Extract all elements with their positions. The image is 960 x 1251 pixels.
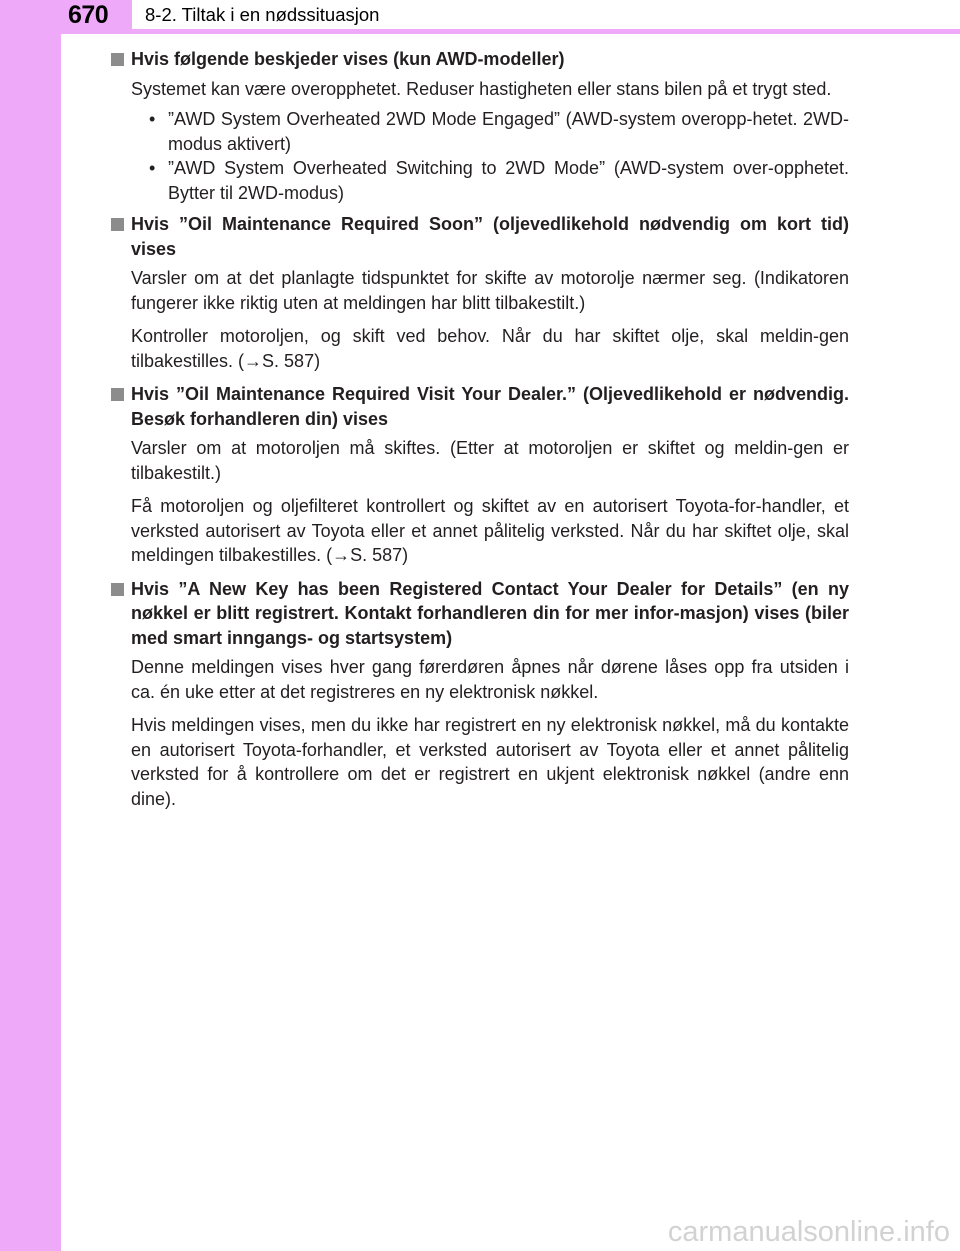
- square-bullet-icon: [111, 388, 124, 401]
- section-heading: [109, 212, 849, 261]
- top-color-band: [0, 0, 960, 34]
- body-paragraph: Kontroller motoroljen, og skift ved behov. Når du har skiftet olje, skal meldin-gen tilbakestilles. (→S. 587): [131, 326, 849, 371]
- body-paragraph: Hvis meldingen vises, men du ikke har registrert en ny elektronisk nøkkel, må du kontakte en autorisert Toyota-forhandler, et verksted autorisert av Toyota eller et annet pålitelig verksted for å kontrollere om det er registrert en ukjent elektronisk nøkkel (andre enn dine).: [131, 715, 849, 809]
- page-number: 670: [68, 1, 109, 29]
- section-new-key-registered: [109, 577, 849, 812]
- section-oil-maintenance-dealer: [109, 382, 849, 568]
- watermark: carmanualsonline.info: [667, 1216, 950, 1248]
- side-color-band: [0, 0, 61, 1251]
- square-bullet-icon: [111, 583, 124, 596]
- body-paragraph: Få motoroljen og oljefilteret kontrollert og skiftet av en autorisert Toyota-for-handler, et verksted autorisert av Toyota eller et annet pålitelig verksted. Når du har skiftet olje, skal meldingen tilbakestilles. (→S. 587): [131, 496, 849, 565]
- list-item: • ”AWD System Overheated 2WD Mode Engaged” (AWD-system overopp-hetet. 2WD-modus aktivert): [149, 107, 849, 156]
- page-content: [109, 47, 849, 820]
- message-list: [109, 107, 849, 205]
- square-bullet-icon: [111, 53, 124, 66]
- list-item: • ”AWD System Overheated Switching to 2WD Mode” (AWD-system over-opphetet. Bytter til 2WD-modus): [149, 156, 849, 205]
- section-oil-maintenance-soon: [109, 212, 849, 373]
- section-heading: [109, 47, 849, 72]
- section-awd-overheat: [109, 47, 849, 205]
- body-paragraph: Varsler om at motoroljen må skiftes. (Etter at motoroljen er skiftet og meldin-gen er tilbakestilt.): [131, 438, 849, 483]
- heading-text: Hvis følgende beskjeder vises (kun AWD-modeller): [131, 49, 565, 69]
- heading-text: Hvis ”A New Key has been Registered Contact Your Dealer for Details” (en ny nøkkel er blitt registrert. Kontakt forhandleren din for mer infor-masjon) vises (biler med smart inngangs- og startsystem): [131, 578, 849, 648]
- section-title: 8-2. Tiltak i en nødssituasjon: [145, 4, 380, 25]
- section-heading: [109, 577, 849, 651]
- square-bullet-icon: [111, 218, 124, 231]
- section-heading: [109, 382, 849, 431]
- heading-text: Hvis ”Oil Maintenance Required Soon” (oljevedlikehold nødvendig om kort tid) vises: [131, 214, 849, 259]
- body-paragraph: Systemet kan være overopphetet. Reduser hastigheten eller stans bilen på et trygt sted.: [131, 78, 832, 99]
- heading-text: Hvis ”Oil Maintenance Required Visit Your Dealer.” (Oljevedlikehold er nødvendig. Besøk forhandleren din) vises: [131, 384, 849, 429]
- body-paragraph: Varsler om at det planlagte tidspunktet for skifte av motorolje nærmer seg. (Indikatoren fungerer ikke riktig uten at meldingen har blitt tilbakestilt.): [131, 268, 849, 313]
- body-paragraph: Denne meldingen vises hver gang førerdøren åpnes når dørene låses opp fra utsiden i ca. én uke etter at det registreres en ny elektronisk nøkkel.: [131, 657, 849, 702]
